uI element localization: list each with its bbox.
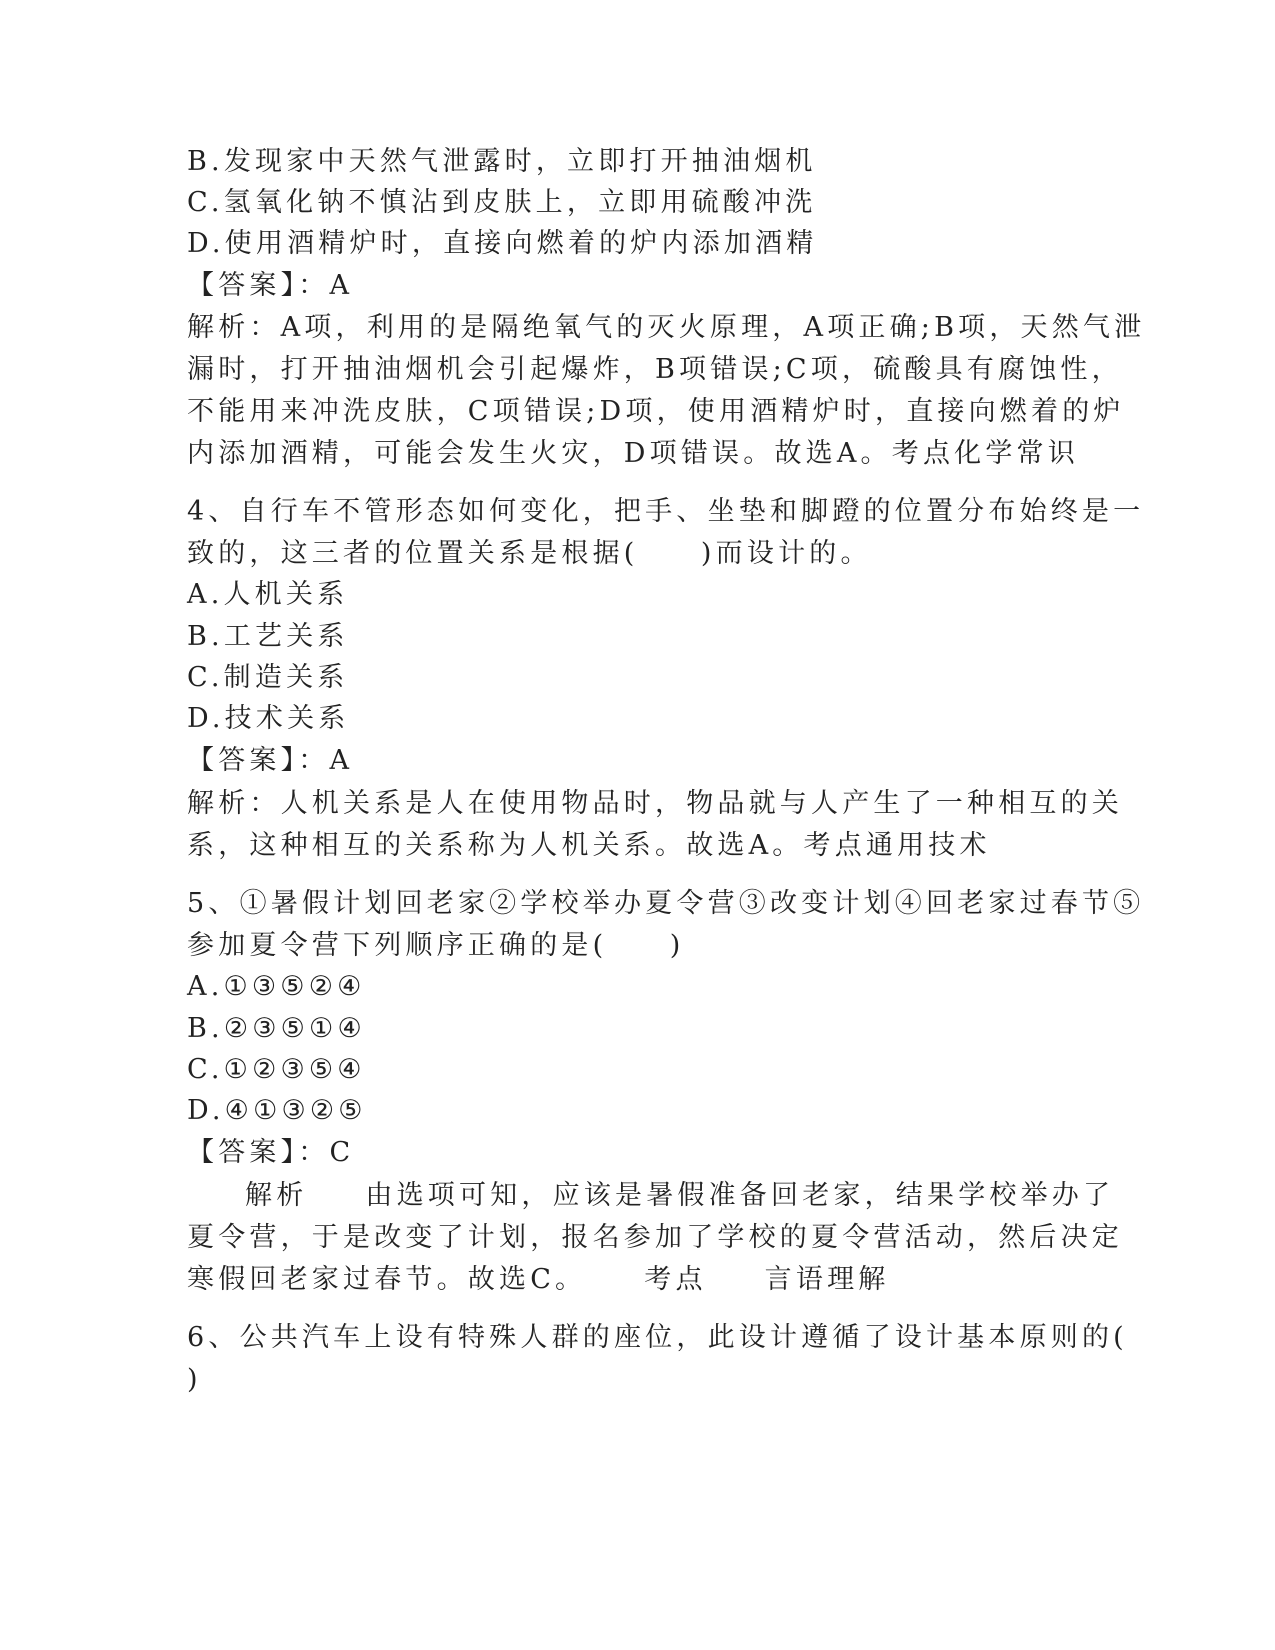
q4-option-c: C.制造关系	[187, 662, 349, 693]
q3-explanation-line: 漏时，打开抽油烟机会引起爆炸，B项错误;C项，硫酸具有腐蚀性，	[187, 354, 1123, 385]
q4-stem-line: 致的，这三者的位置关系是根据( )而设计的。	[187, 538, 872, 569]
q6-stem-line: 6、公共汽车上设有特殊人群的座位，此设计遵循了设计基本原则的(	[187, 1322, 1128, 1353]
q3-option-c: C.氢氧化钠不慎沾到皮肤上，立即用硫酸冲洗	[187, 187, 817, 218]
q4-option-b: B.工艺关系	[187, 621, 349, 652]
q5-explanation-text: 由选项可知，应该是暑假准备回老家，结果学校举办了	[365, 1180, 1115, 1211]
q3-explanation-line: 内添加酒精，可能会发生火灾，D项错误。故选A。考点化学常识	[187, 438, 1079, 469]
q5-explanation-line: 夏令营，于是改变了计划，报名参加了学校的夏令营活动，然后决定	[187, 1222, 1123, 1253]
q5-stem-line: 参加夏令营下列顺序正确的是( )	[187, 930, 685, 961]
q4-stem-line: 4、自行车不管形态如何变化，把手、坐垫和脚蹬的位置分布始终是一	[187, 496, 1145, 527]
q5-option-b: B.②③⑤①④	[187, 1013, 366, 1044]
q5-stem-line: 5、①暑假计划回老家②学校举办夏令营③改变计划④回老家过春节⑤	[187, 888, 1145, 919]
q5-explanation-line	[187, 1262, 1087, 1302]
q4-answer: 【答案】：A	[187, 745, 354, 776]
q3-option-d: D.使用酒精炉时，直接向燃着的炉内添加酒精	[187, 228, 818, 259]
q4-option-a: A.人机关系	[187, 579, 349, 610]
q5-answer: 【答案】：C	[187, 1137, 355, 1168]
q5-option-a: A.①③⑤②④	[187, 971, 366, 1002]
q3-option-b: B.发现家中天然气泄露时，立即打开抽油烟机	[187, 146, 817, 177]
q3-answer: 【答案】：A	[187, 270, 354, 301]
q5-option-d: D.④①③②⑤	[187, 1095, 367, 1126]
q5-explanation-label: 解析	[245, 1180, 308, 1211]
q5-kaodian-value: 言语理解	[764, 1264, 890, 1295]
q4-explanation-line: 解析：人机关系是人在使用物品时，物品就与人产生了一种相互的关	[187, 788, 1123, 819]
q3-explanation-line: 解析：A项，利用的是隔绝氧气的灭火原理，A项正确;B项，天然气泄	[187, 312, 1146, 343]
q5-kaodian-label: 考点	[644, 1264, 707, 1295]
q4-option-d: D.技术关系	[187, 703, 350, 734]
q4-explanation-line: 系，这种相互的关系称为人机关系。故选A。考点通用技术	[187, 830, 991, 861]
q3-explanation-line: 不能用来冲洗皮肤，C项错误;D项，使用酒精炉时，直接向燃着的炉	[187, 396, 1125, 427]
q5-option-c: C.①②③⑤④	[187, 1054, 366, 1085]
q5-explanation-text: 寒假回老家过春节。故选C。	[187, 1264, 587, 1295]
q5-explanation-line	[187, 1178, 1145, 1218]
q6-stem-line: )	[187, 1364, 202, 1395]
